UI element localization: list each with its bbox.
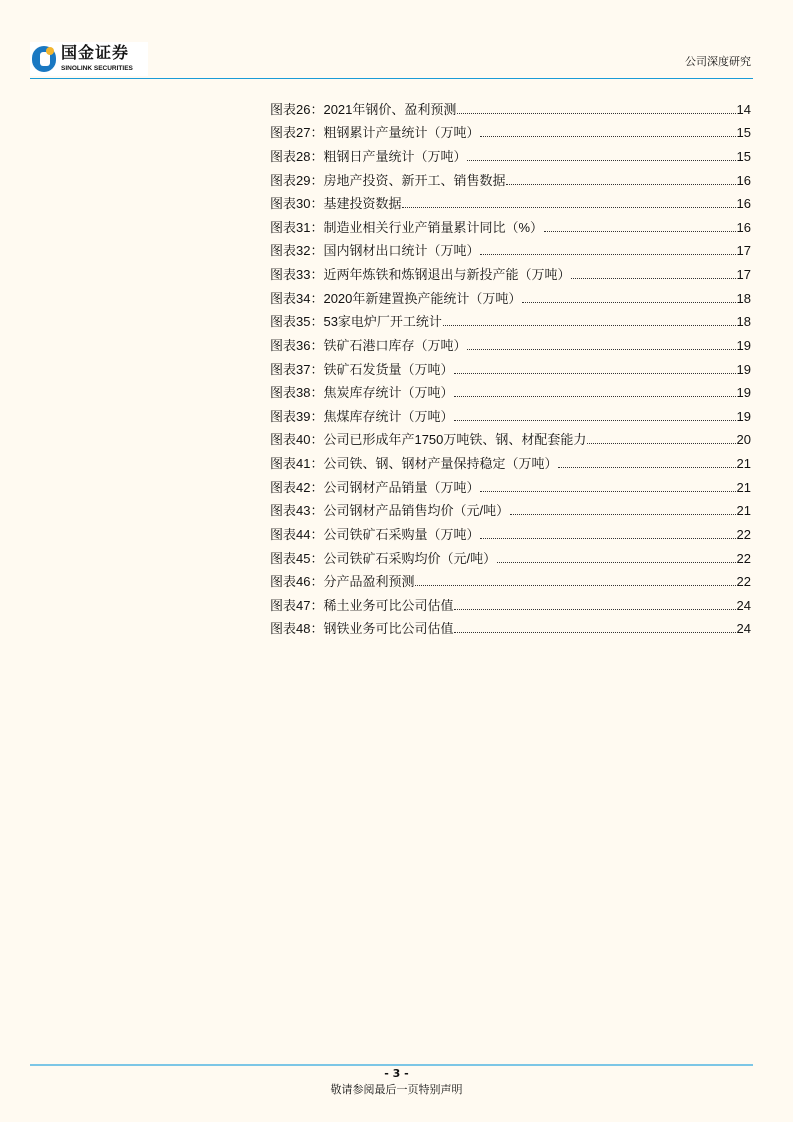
- toc-entry-label: 图表35：53家电炉厂开工统计: [270, 314, 442, 330]
- toc-entry-page: 15: [736, 125, 751, 141]
- toc-entry-label: 图表26：2021年钢价、盈利预测: [270, 101, 457, 117]
- toc-entry-page: 14: [736, 101, 751, 117]
- toc-leader-dots: [506, 184, 735, 185]
- toc-leader-dots: [587, 443, 735, 444]
- toc-leader-dots: [402, 207, 735, 208]
- toc-leader-dots: [443, 325, 736, 326]
- toc-entry-label: 图表42：公司钢材产品销量（万吨）: [270, 479, 480, 495]
- toc-entry-page: 19: [736, 385, 751, 401]
- toc-entry-label: 图表43：公司钢材产品销售均价（元/吨）: [270, 503, 510, 519]
- toc-entry-label: 图表34：2020年新建置换产能统计（万吨）: [270, 290, 522, 306]
- toc-leader-dots: [571, 278, 735, 279]
- toc-entry[interactable]: [270, 307, 751, 331]
- toc-entry[interactable]: [270, 354, 751, 378]
- toc-entry-page: 19: [736, 337, 751, 353]
- logo-english-name: SINOLINK SECURITIES: [61, 65, 133, 72]
- toc-entry-label: 图表37：铁矿石发货量（万吨）: [270, 361, 454, 377]
- toc-entry[interactable]: [270, 425, 751, 449]
- toc-entry[interactable]: [270, 330, 751, 354]
- toc-entry[interactable]: [270, 496, 751, 520]
- toc-leader-dots: [454, 420, 735, 421]
- toc-entry[interactable]: [270, 614, 751, 638]
- toc-leader-dots: [467, 349, 735, 350]
- toc-entry[interactable]: [270, 590, 751, 614]
- toc-entry[interactable]: [270, 165, 751, 189]
- logo-dot-icon: [46, 47, 54, 55]
- toc-entry-label: 图表30：基建投资数据: [270, 196, 402, 212]
- toc-entry[interactable]: [270, 378, 751, 402]
- toc-entry-page: 21: [736, 479, 751, 495]
- toc-leader-dots: [510, 514, 735, 515]
- toc-entry-page: 15: [736, 148, 751, 164]
- logo-chinese-name: 国金证券: [61, 43, 130, 62]
- toc-entry[interactable]: [270, 141, 751, 165]
- toc-entry-label: 图表27：粗钢累计产量统计（万吨）: [270, 125, 480, 141]
- toc-entry[interactable]: [270, 189, 751, 213]
- toc-leader-dots: [454, 632, 735, 633]
- toc-entry-label: 图表31：制造业相关行业产销量累计同比（%）: [270, 219, 544, 235]
- table-of-figures: [270, 94, 751, 637]
- toc-entry-label: 图表40：公司已形成年产1750万吨铁、钢、材配套能力: [270, 432, 587, 448]
- toc-entry-page: 17: [736, 243, 751, 259]
- toc-entry-page: 16: [736, 172, 751, 188]
- toc-entry-page: 24: [736, 597, 751, 613]
- toc-entry-page: 18: [736, 290, 751, 306]
- toc-leader-dots: [454, 396, 735, 397]
- toc-leader-dots: [544, 231, 736, 232]
- toc-entry[interactable]: [270, 543, 751, 567]
- toc-leader-dots: [457, 113, 735, 114]
- toc-entry-page: 22: [736, 526, 751, 542]
- toc-entry-page: 21: [736, 503, 751, 519]
- toc-entry[interactable]: [270, 236, 751, 260]
- toc-entry[interactable]: [270, 259, 751, 283]
- toc-entry[interactable]: [270, 519, 751, 543]
- toc-entry[interactable]: [270, 94, 751, 118]
- toc-entry[interactable]: [270, 567, 751, 591]
- report-type: 公司深度研究: [685, 55, 751, 68]
- toc-entry-page: 16: [736, 219, 751, 235]
- toc-entry[interactable]: [270, 401, 751, 425]
- toc-entry-label: 图表36：铁矿石港口库存（万吨）: [270, 337, 467, 353]
- toc-leader-dots: [480, 491, 735, 492]
- toc-leader-dots: [480, 136, 735, 137]
- toc-entry[interactable]: [270, 472, 751, 496]
- toc-entry-page: 21: [736, 456, 751, 471]
- header-divider: [30, 78, 753, 79]
- toc-leader-dots: [480, 538, 735, 539]
- toc-entry-page: 18: [736, 314, 751, 330]
- toc-entry-label: 图表48：钢铁业务可比公司估值: [270, 621, 454, 637]
- toc-entry-page: 16: [736, 196, 751, 212]
- toc-entry[interactable]: [270, 212, 751, 236]
- toc-entry-page: 22: [736, 550, 751, 566]
- toc-entry-page: 22: [736, 574, 751, 590]
- toc-entry-page: 19: [736, 361, 751, 377]
- footer-divider: [30, 1064, 753, 1066]
- toc-leader-dots: [497, 562, 735, 563]
- toc-leader-dots: [467, 160, 735, 161]
- toc-entry-label: 图表28：粗钢日产量统计（万吨）: [270, 148, 467, 164]
- toc-entry[interactable]: [270, 283, 751, 307]
- toc-leader-dots: [454, 609, 735, 610]
- toc-entry-label: 图表38：焦炭库存统计（万吨）: [270, 385, 454, 401]
- toc-entry[interactable]: [270, 448, 751, 472]
- toc-entry-label: 图表47：稀土业务可比公司估值: [270, 597, 454, 613]
- toc-entry-label: 图表44：公司铁矿石采购量（万吨）: [270, 526, 480, 542]
- toc-entry-label: 图表29：房地产投资、新开工、销售数据: [270, 172, 506, 188]
- toc-entry-label: 图表45：公司铁矿石采购均价（元/吨）: [270, 550, 497, 566]
- toc-leader-dots: [558, 467, 735, 468]
- toc-entry-page: 19: [736, 408, 751, 424]
- page-number: - 3 -: [384, 1067, 409, 1080]
- toc-entry-label: 图表46：分产品盈利预测: [270, 574, 415, 590]
- toc-entry-label: 图表33：近两年炼铁和炼钢退出与新投产能（万吨）: [270, 267, 571, 282]
- toc-entry-label: 图表39：焦煤库存统计（万吨）: [270, 408, 454, 424]
- toc-leader-dots: [454, 373, 735, 374]
- toc-entry[interactable]: [270, 118, 751, 142]
- toc-leader-dots: [415, 585, 735, 586]
- toc-entry-label: 图表41：公司铁、钢、钢材产量保持稳定（万吨）: [270, 456, 558, 471]
- toc-entry-page: 24: [736, 621, 751, 637]
- disclaimer: 敬请参阅最后一页特别声明: [330, 1083, 463, 1096]
- toc-leader-dots: [522, 302, 735, 303]
- toc-entry-page: 17: [736, 267, 751, 282]
- toc-leader-dots: [480, 254, 735, 255]
- toc-entry-label: 图表32：国内钢材出口统计（万吨）: [270, 243, 480, 259]
- sinolink-logo: [30, 42, 148, 76]
- toc-entry-page: 20: [736, 432, 751, 448]
